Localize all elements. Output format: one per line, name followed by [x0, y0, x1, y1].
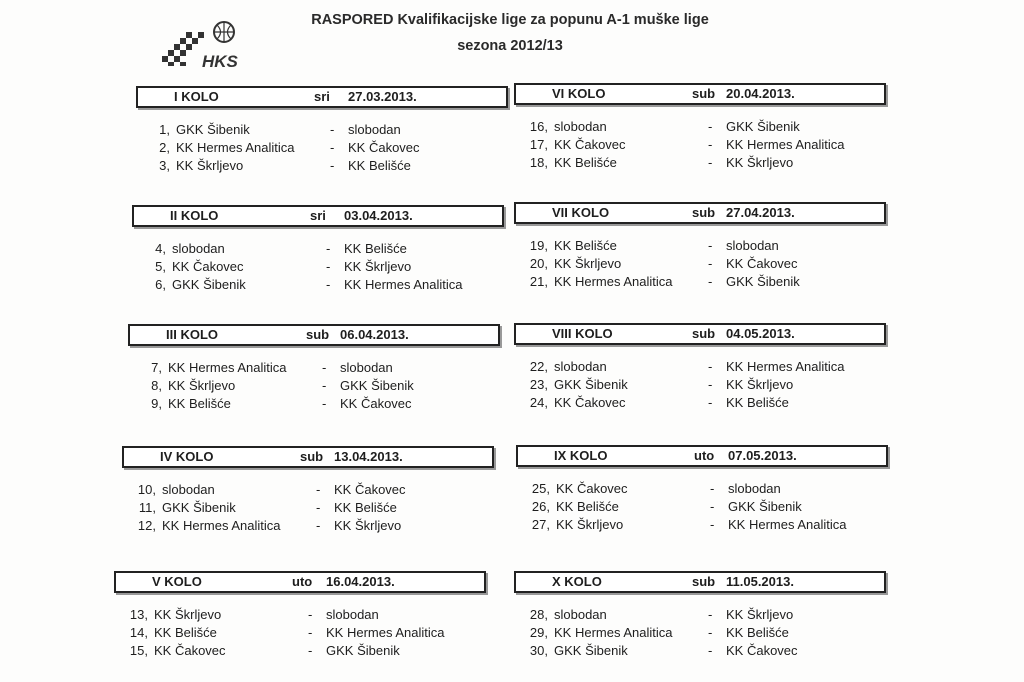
home-team: KK Škrljevo [556, 517, 624, 532]
round-day: sri [314, 89, 330, 104]
match-row [514, 137, 886, 155]
match-separator: - [708, 274, 713, 289]
match-list [136, 122, 508, 176]
title-main: RASPORED Kvalifikacijske lige za popunu A-1 muške lige [311, 12, 709, 28]
home-team: GKK Šibenik [172, 277, 246, 292]
round-day: uto [292, 574, 313, 589]
round-day: sub [692, 86, 716, 101]
match-number: 26, [531, 499, 550, 514]
round-day: sri [310, 208, 326, 223]
match-list [128, 360, 500, 414]
match-separator: - [708, 359, 713, 374]
home-team: slobodan [554, 359, 607, 374]
away-team: KK Hermes Analitica [726, 137, 845, 152]
home-team: KK Čakovec [154, 643, 226, 658]
round-header [122, 446, 494, 468]
match-row [132, 241, 504, 259]
match-row [514, 119, 886, 137]
home-team: KK Čakovec [554, 137, 626, 152]
match-row [114, 643, 486, 661]
round-date: 13.04.2013. [334, 449, 403, 464]
round-name: VII KOLO [552, 205, 610, 220]
match-row [122, 500, 494, 518]
match-row [136, 158, 508, 176]
match-separator: - [708, 119, 713, 134]
match-number: 3, [159, 158, 170, 173]
round-name: II KOLO [170, 208, 219, 223]
match-number: 9, [151, 396, 162, 411]
match-number: 6, [155, 277, 166, 292]
home-team: KK Škrljevo [554, 256, 622, 271]
match-row [514, 395, 886, 413]
round-name: VI KOLO [552, 86, 606, 101]
match-number: 23, [529, 377, 548, 392]
match-row [514, 643, 886, 661]
match-separator: - [708, 256, 713, 271]
match-number: 7, [151, 360, 162, 375]
round-name: IV KOLO [160, 449, 214, 464]
match-row [136, 122, 508, 140]
away-team: KK Čakovec [348, 140, 420, 155]
round-date: 03.04.2013. [344, 208, 413, 223]
match-list [514, 119, 886, 173]
round-block [136, 86, 508, 176]
home-team: KK Belišće [154, 625, 217, 640]
match-row [128, 360, 500, 378]
home-team: KK Čakovec [556, 481, 628, 496]
home-team: GKK Šibenik [176, 122, 250, 137]
match-separator: - [708, 607, 713, 622]
match-separator: - [710, 499, 715, 514]
home-team: KK Hermes Analitica [176, 140, 295, 155]
match-separator: - [708, 238, 713, 253]
home-team: KK Belišće [554, 155, 617, 170]
match-row [128, 396, 500, 414]
match-separator: - [708, 643, 713, 658]
away-team: KK Škrljevo [726, 607, 794, 622]
away-team: slobodan [326, 607, 379, 622]
match-separator: - [710, 481, 715, 496]
match-separator: - [708, 137, 713, 152]
round-date: 11.05.2013. [726, 574, 794, 589]
away-team: KK Čakovec [334, 482, 406, 497]
title-season: sezona 2012/13 [457, 38, 563, 54]
away-team: slobodan [728, 481, 781, 496]
away-team: KK Čakovec [726, 256, 798, 271]
away-team: KK Škrljevo [726, 155, 794, 170]
match-number: 29, [529, 625, 548, 640]
away-team: KK Belišće [334, 500, 397, 515]
home-team: KK Škrljevo [168, 378, 236, 393]
away-team: KK Čakovec [726, 643, 798, 658]
match-separator: - [316, 482, 321, 497]
round-block [122, 446, 494, 536]
round-date: 06.04.2013. [340, 327, 409, 342]
away-team: slobodan [348, 122, 401, 137]
match-number: 27, [531, 517, 550, 532]
match-number: 19, [529, 238, 548, 253]
home-team: KK Belišće [556, 499, 619, 514]
match-number: 4, [155, 241, 166, 256]
match-list [514, 359, 886, 413]
away-team: GKK Šibenik [326, 643, 400, 658]
match-number: 28, [529, 607, 548, 622]
round-date: 16.04.2013. [326, 574, 395, 589]
away-team: KK Belišće [726, 625, 789, 640]
match-number: 25, [531, 481, 550, 496]
round-block [114, 571, 486, 661]
home-team: KK Čakovec [172, 259, 244, 274]
away-team: KK Čakovec [340, 396, 412, 411]
round-block [516, 445, 888, 535]
round-header [132, 205, 504, 227]
match-number: 21, [529, 274, 548, 289]
match-list [114, 607, 486, 661]
round-name: IX KOLO [554, 448, 608, 463]
match-separator: - [322, 360, 327, 375]
match-separator: - [710, 517, 715, 532]
match-row [136, 140, 508, 158]
match-row [514, 238, 886, 256]
match-row [514, 607, 886, 625]
round-day: sub [692, 574, 716, 589]
match-number: 24, [529, 395, 548, 410]
home-team: slobodan [554, 607, 607, 622]
match-list [122, 482, 494, 536]
hks-logo [158, 20, 268, 72]
round-header [136, 86, 508, 108]
match-separator: - [708, 395, 713, 410]
match-list [132, 241, 504, 295]
round-date: 20.04.2013. [726, 86, 795, 101]
round-day: uto [694, 448, 715, 463]
away-team: slobodan [726, 238, 779, 253]
match-row [514, 625, 886, 643]
away-team: KK Belišće [726, 395, 789, 410]
round-block [514, 83, 886, 173]
away-team: KK Hermes Analitica [728, 517, 847, 532]
match-row [514, 256, 886, 274]
away-team: KK Škrljevo [334, 518, 402, 533]
match-separator: - [316, 518, 321, 533]
round-day: sub [692, 326, 716, 341]
home-team: KK Hermes Analitica [554, 274, 673, 289]
match-separator: - [330, 158, 335, 173]
svg-text:HKS: HKS [202, 52, 238, 71]
round-block [514, 323, 886, 413]
round-block [128, 324, 500, 414]
match-row [122, 518, 494, 536]
match-row [516, 481, 888, 499]
home-team: slobodan [554, 119, 607, 134]
away-team: slobodan [340, 360, 393, 375]
match-number: 10, [137, 482, 156, 497]
home-team: KK Belišće [554, 238, 617, 253]
home-team: KK Belišće [168, 396, 231, 411]
match-row [514, 377, 886, 395]
away-team: KK Škrljevo [344, 259, 412, 274]
match-separator: - [308, 643, 313, 658]
match-row [122, 482, 494, 500]
basketball-icon [214, 22, 234, 42]
match-separator: - [708, 625, 713, 640]
away-team: KK Hermes Analitica [344, 277, 463, 292]
match-number: 16, [529, 119, 548, 134]
round-name: V KOLO [152, 574, 202, 589]
match-number: 11, [138, 500, 156, 515]
match-number: 12, [137, 518, 156, 533]
home-team: KK Škrljevo [154, 607, 222, 622]
match-number: 30, [529, 643, 548, 658]
match-row [514, 274, 886, 292]
match-number: 22, [529, 359, 548, 374]
round-block [514, 202, 886, 292]
round-block [132, 205, 504, 295]
home-team: KK Hermes Analitica [162, 518, 281, 533]
round-name: I KOLO [174, 89, 219, 104]
match-separator: - [308, 625, 313, 640]
match-separator: - [308, 607, 313, 622]
away-team: GKK Šibenik [728, 499, 802, 514]
match-row [114, 625, 486, 643]
match-number: 13, [129, 607, 148, 622]
match-separator: - [326, 241, 331, 256]
away-team: KK Belišće [344, 241, 407, 256]
round-date: 27.04.2013. [726, 205, 795, 220]
round-header [114, 571, 486, 593]
match-separator: - [708, 377, 713, 392]
away-team: KK Hermes Analitica [726, 359, 845, 374]
round-date: 27.03.2013. [348, 89, 417, 104]
match-row [128, 378, 500, 396]
round-header [514, 202, 886, 224]
match-list [514, 607, 886, 661]
round-header [514, 323, 886, 345]
match-row [514, 359, 886, 377]
round-name: III KOLO [166, 327, 218, 342]
round-day: sub [692, 205, 716, 220]
match-number: 18, [529, 155, 548, 170]
match-separator: - [326, 277, 331, 292]
match-number: 2, [159, 140, 170, 155]
checkered-flag-icon [162, 32, 204, 66]
home-team: KK Hermes Analitica [168, 360, 287, 375]
round-header [128, 324, 500, 346]
away-team: KK Belišće [348, 158, 411, 173]
match-row [132, 259, 504, 277]
match-number: 8, [151, 378, 162, 393]
away-team: KK Hermes Analitica [326, 625, 445, 640]
match-separator: - [322, 396, 327, 411]
home-team: GKK Šibenik [554, 377, 628, 392]
match-row [516, 499, 888, 517]
match-list [514, 238, 886, 292]
match-separator: - [322, 378, 327, 393]
away-team: KK Škrljevo [726, 377, 794, 392]
match-separator: - [326, 259, 331, 274]
match-number: 1, [159, 122, 170, 137]
away-team: GKK Šibenik [726, 119, 800, 134]
home-team: KK Hermes Analitica [554, 625, 673, 640]
home-team: GKK Šibenik [554, 643, 628, 658]
round-header [514, 83, 886, 105]
match-number: 14, [129, 625, 148, 640]
match-row [514, 155, 886, 173]
match-separator: - [330, 122, 335, 137]
match-list [516, 481, 888, 535]
away-team: GKK Šibenik [726, 274, 800, 289]
round-header [514, 571, 886, 593]
round-name: X KOLO [552, 574, 602, 589]
round-block [514, 571, 886, 661]
home-team: slobodan [172, 241, 225, 256]
home-team: GKK Šibenik [162, 500, 236, 515]
round-date: 07.05.2013. [728, 448, 797, 463]
round-header [516, 445, 888, 467]
away-team: GKK Šibenik [340, 378, 414, 393]
match-number: 20, [529, 256, 548, 271]
match-row [516, 517, 888, 535]
round-name: VIII KOLO [552, 326, 613, 341]
match-number: 17, [529, 137, 548, 152]
round-date: 04.05.2013. [726, 326, 795, 341]
round-day: sub [306, 327, 330, 342]
match-separator: - [330, 140, 335, 155]
home-team: slobodan [162, 482, 215, 497]
match-separator: - [316, 500, 321, 515]
match-row [132, 277, 504, 295]
home-team: KK Čakovec [554, 395, 626, 410]
home-team: KK Škrljevo [176, 158, 244, 173]
match-number: 5, [155, 259, 166, 274]
round-day: sub [300, 449, 324, 464]
match-number: 15, [129, 643, 148, 658]
match-row [114, 607, 486, 625]
match-separator: - [708, 155, 713, 170]
